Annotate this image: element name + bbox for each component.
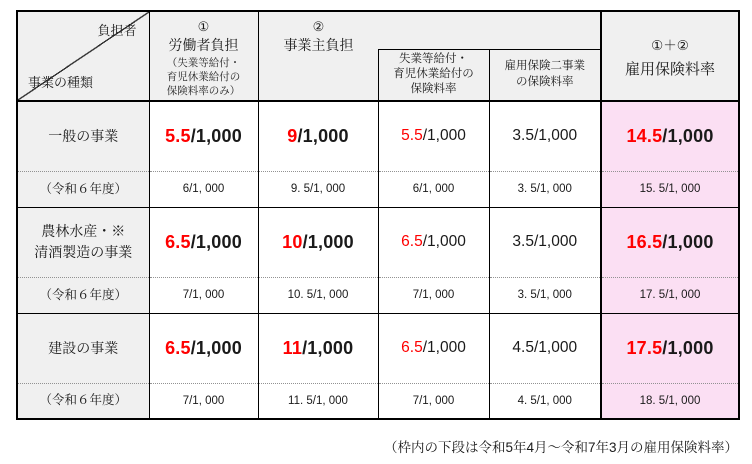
rate-numerator: 5.5 — [165, 125, 191, 146]
benefit-rate-cell — [378, 313, 489, 383]
rate-numerator: 16.5 — [626, 231, 663, 252]
table-row-agriculture-main — [17, 207, 739, 277]
fiscal-year-label-cell: （令和６年度） — [17, 383, 149, 419]
table-row-general-reiwa6 — [17, 171, 739, 207]
corner-cell — [17, 11, 149, 101]
total-rate-prev-cell: 15. 5/1, 000 — [601, 171, 739, 207]
rate-numerator: 6.5 — [401, 339, 423, 356]
benefit-subheader-line: 保険料率 — [410, 83, 457, 96]
worker-rate-cell — [149, 313, 258, 383]
rate-denominator: /1,000 — [190, 231, 242, 252]
worker-burden-note — [150, 57, 258, 98]
worker-note-line: （失業等給付・ — [166, 57, 241, 70]
rate-denominator: /1,000 — [422, 233, 466, 250]
business-type-label: 清酒製造の事業 — [34, 244, 133, 260]
worker-rate-prev-cell: 7/1, 000 — [149, 277, 258, 313]
employment-insurance-rate-table — [16, 10, 740, 420]
worker-note-line: 育児休業給付の — [166, 71, 241, 84]
rate-denominator: /1,000 — [297, 125, 349, 146]
rate-denominator: /1,000 — [662, 231, 714, 252]
nijigyo-rate-prev-cell: 4. 5/1, 000 — [489, 383, 601, 419]
business-type-label: 農林水産・※ — [41, 223, 126, 239]
nijigyo-rate-prev-cell: 3. 5/1, 000 — [489, 277, 601, 313]
employer-burden-header — [258, 11, 601, 53]
header-row-1 — [17, 11, 739, 49]
rate-numerator: 9 — [287, 125, 298, 146]
employer-burden-label — [259, 19, 379, 55]
employer-rate-prev-cell: 10. 5/1, 000 — [258, 277, 378, 313]
rate-denominator: /1,000 — [190, 125, 242, 146]
employer-rate-cell — [258, 207, 378, 277]
business-type-label: 建設の事業 — [48, 339, 119, 356]
employer-rate-cell — [258, 101, 378, 171]
rate-numerator: 6.5 — [401, 233, 423, 250]
rate-denominator: /1,000 — [302, 337, 354, 358]
worker-burden-title: 労働者負担 — [168, 36, 239, 53]
benefit-rate-cell — [378, 207, 489, 277]
table-row-construction-main — [17, 313, 739, 383]
employer-burden-spacer-cell — [258, 49, 378, 101]
rate-denominator: /1,000 — [302, 231, 354, 252]
worker-rate-cell — [149, 207, 258, 277]
rate-numerator: 5.5 — [401, 127, 423, 145]
total-rate-header — [601, 11, 739, 101]
worker-rate-prev-cell: 6/1, 000 — [149, 171, 258, 207]
rate-numerator: 10 — [282, 231, 303, 252]
business-type-cell — [17, 101, 149, 171]
employer-rate-prev-cell: 11. 5/1, 000 — [258, 383, 378, 419]
benefit-subheader-line: 育児休業給付の — [393, 68, 474, 81]
rate-numerator: 6.5 — [165, 231, 191, 252]
rate-numerator: 14.5 — [626, 125, 663, 146]
total-rate-title: 雇用保険料率 — [624, 60, 715, 78]
employer-burden-title: 事業主負担 — [283, 36, 354, 53]
worker-rate-prev-cell: 7/1, 000 — [149, 383, 258, 419]
rate-numerator: 11 — [282, 337, 303, 358]
benefit-rate-subheader — [378, 49, 489, 101]
business-type-cell — [17, 313, 149, 383]
nijigyo-rate-prev-cell: 3. 5/1, 000 — [489, 171, 601, 207]
total-rate-prev-cell: 17. 5/1, 000 — [601, 277, 739, 313]
corner-business-type-label: 事業の種類 — [28, 75, 94, 90]
rate-numerator: 17.5 — [626, 337, 663, 358]
benefit-subheader-line: 失業等給付・ — [399, 52, 468, 65]
fiscal-year-label-cell: （令和６年度） — [17, 171, 149, 207]
total-rate-cell — [601, 207, 739, 277]
nijigyo-rate-cell: 3.5/1,000 — [489, 101, 601, 171]
benefit-rate-prev-cell: 7/1, 000 — [378, 277, 489, 313]
worker-rate-cell — [149, 101, 258, 171]
rate-denominator: /1,000 — [422, 339, 466, 356]
rate-denominator: /1,000 — [662, 337, 714, 358]
employer-rate-prev-cell: 9. 5/1, 000 — [258, 171, 378, 207]
nijigyo-rate-cell: 3.5/1,000 — [489, 207, 601, 277]
business-type-label: 一般の事業 — [48, 127, 119, 144]
table-row-general-main — [17, 101, 739, 171]
table-row-agriculture-reiwa6 — [17, 277, 739, 313]
worker-burden-header — [149, 11, 258, 101]
circle-1-plus-2-mark: ①＋② — [651, 37, 689, 53]
rate-numerator: 6.5 — [165, 337, 191, 358]
benefit-rate-prev-cell: 6/1, 000 — [378, 171, 489, 207]
fiscal-year-label-cell: （令和６年度） — [17, 277, 149, 313]
circle-1-mark: ① — [197, 19, 210, 34]
total-rate-prev-cell: 18. 5/1, 000 — [601, 383, 739, 419]
total-rate-cell — [601, 313, 739, 383]
rate-denominator: /1,000 — [662, 125, 714, 146]
nijigyo-rate-subheader — [489, 49, 601, 101]
rate-denominator: /1,000 — [422, 127, 466, 145]
employer-rate-cell — [258, 313, 378, 383]
benefit-rate-cell — [378, 101, 489, 171]
total-rate-cell — [601, 101, 739, 171]
business-type-cell — [17, 207, 149, 277]
circle-2-mark: ② — [312, 19, 325, 34]
nijigyo-subheader-line: 雇用保険二事業 — [504, 60, 585, 73]
worker-note-line: 保険料率のみ） — [166, 84, 241, 97]
table-row-construction-reiwa6 — [17, 383, 739, 419]
corner-payer-label: 負担者 — [97, 23, 137, 38]
nijigyo-rate-cell: 4.5/1,000 — [489, 313, 601, 383]
rate-denominator: /1,000 — [190, 337, 242, 358]
nijigyo-subheader-line: の保険料率 — [516, 75, 574, 88]
footnote: （枠内の下段は令和5年4月～令和7年3月の雇用保険料率） — [383, 440, 738, 455]
benefit-rate-prev-cell: 7/1, 000 — [378, 383, 489, 419]
